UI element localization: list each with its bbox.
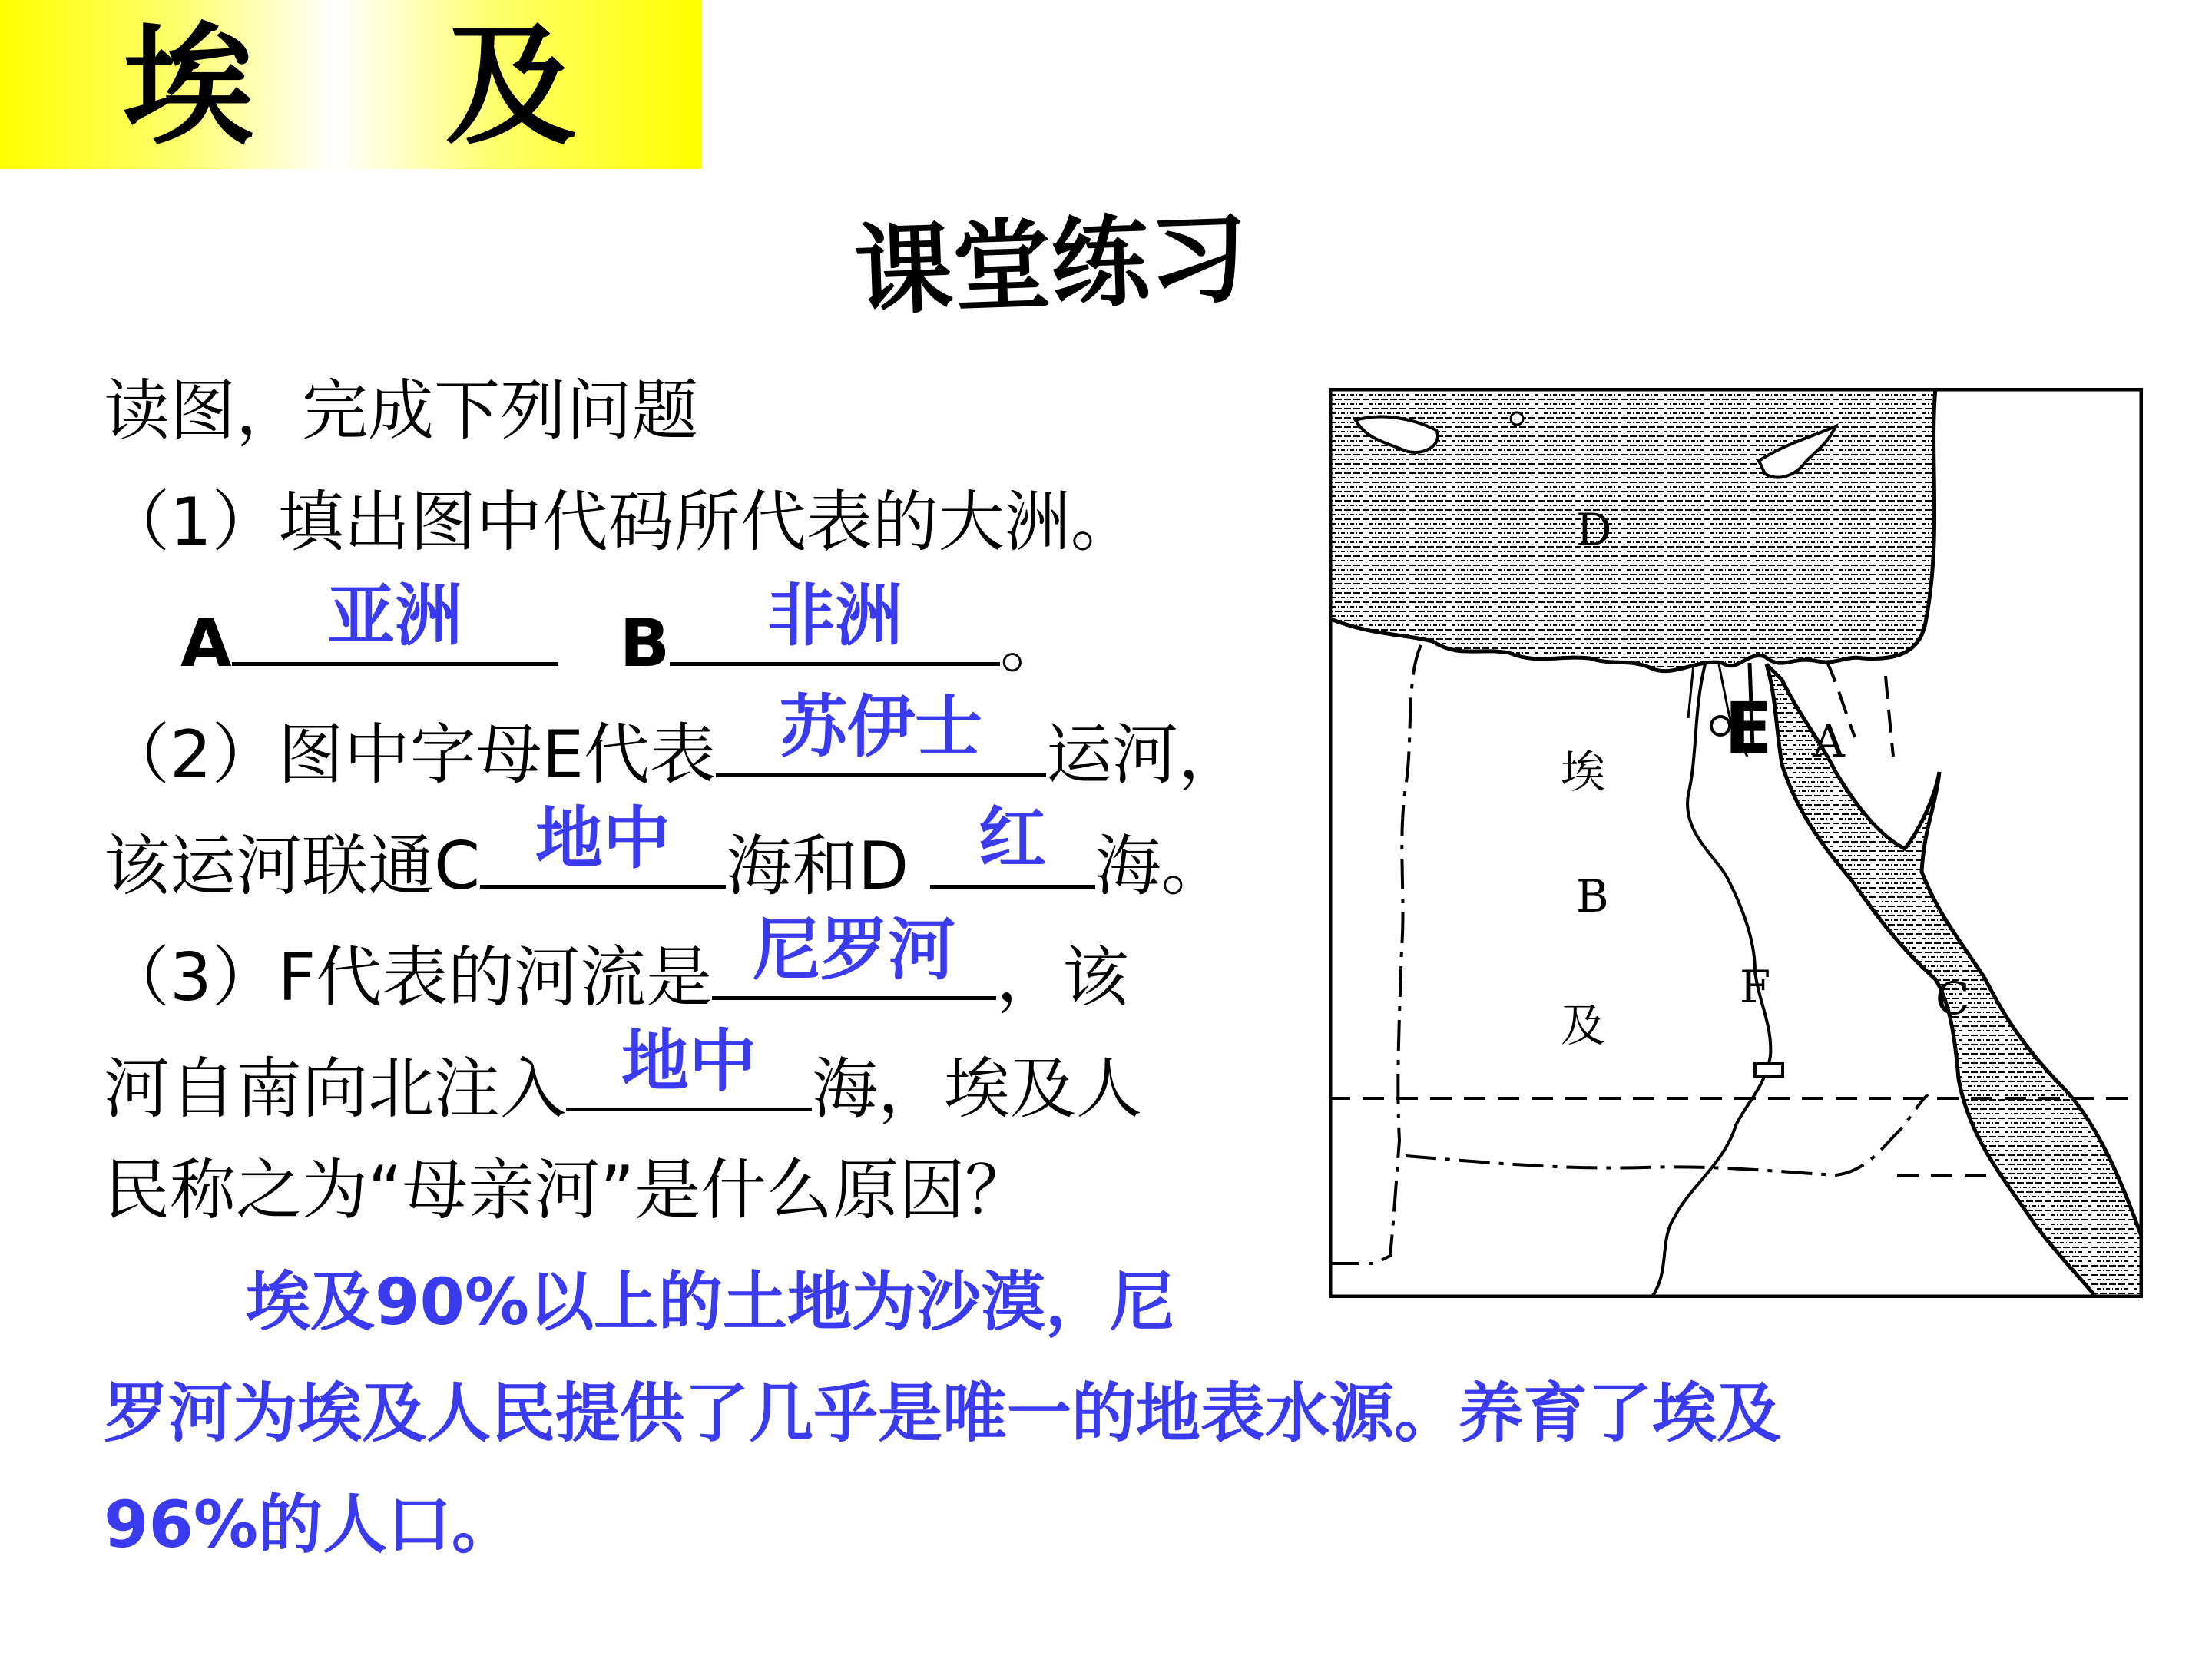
answer-b: 非洲 [767,576,903,655]
label-a: A [180,605,232,682]
label-b: B [619,605,671,682]
answer-d: 红 [979,799,1047,878]
answer-sea: 地中 [621,1022,757,1101]
question-1 [104,480,1137,565]
q1-end: 。 [1000,605,1067,682]
small-island [1511,412,1523,425]
q3-part2: ，该 [996,939,1129,1016]
question-3-line-2 [104,1022,1142,1131]
question-1-answers [180,576,1067,686]
blank-canal [716,687,1046,777]
map-label-a: A [1813,715,1845,767]
blank-d [930,799,1095,889]
map-label-b: B [1576,870,1609,922]
answer-line-3: 96%的人口。 [104,1487,517,1562]
q3-part4: 海，埃及人 [812,1051,1142,1128]
question-2-line-1 [104,687,1245,797]
intro-text: 读图，完成下列问题 [104,373,698,449]
q2-part3: 该运河联通C [104,828,481,905]
question-1-text: （1）填出图中代码所代表的大洲。 [104,484,1137,561]
q2-part4: 海和D [726,828,930,905]
q3-part3: 河自南向北注入 [104,1051,566,1128]
map-label-f: F [1740,961,1771,1013]
q2-part2: 运河， [1046,717,1245,793]
map-label-e: E [1724,687,1773,770]
blank-river [712,910,996,1000]
answer-a: 亚洲 [327,576,463,655]
question-3-line-3: 民称之为“母亲河”是什么原因？ [104,1152,1031,1229]
q3-part1: （3）F代表的河流是 [104,939,713,1016]
q2-part5: 海。 [1094,828,1227,905]
answer-c: 地中 [535,799,671,878]
q2-part1: （2）图中字母E代表 [104,717,717,793]
title-banner [0,0,769,169]
map-label-country-1: 埃 [1561,746,1606,798]
page-title: 埃及 [123,11,769,163]
blank-c [480,799,726,889]
map-label-country-2: 及 [1561,999,1606,1051]
blank-sea [566,1022,812,1111]
answer-line-2: 罗河为埃及人民提供了几乎是唯一的地表水源。养育了埃及 [104,1376,1782,1451]
answer-line-1: 埃及90%以上的土地为沙漠，尼 [246,1264,1175,1339]
question-3-line-1 [104,910,1129,1020]
blank-b [670,576,1000,666]
blank-a [232,576,558,666]
egypt-map [1329,388,2143,1298]
question-2-line-2 [104,799,1227,909]
map-label-c: C [1936,972,1970,1025]
map-label-d: D [1576,504,1612,556]
answer-canal: 苏伊士 [780,687,983,767]
answer-river: 尼罗河 [753,910,956,989]
section-subtitle: 课堂练习 [853,201,1250,329]
aswan-dam-marker [1755,1064,1783,1076]
